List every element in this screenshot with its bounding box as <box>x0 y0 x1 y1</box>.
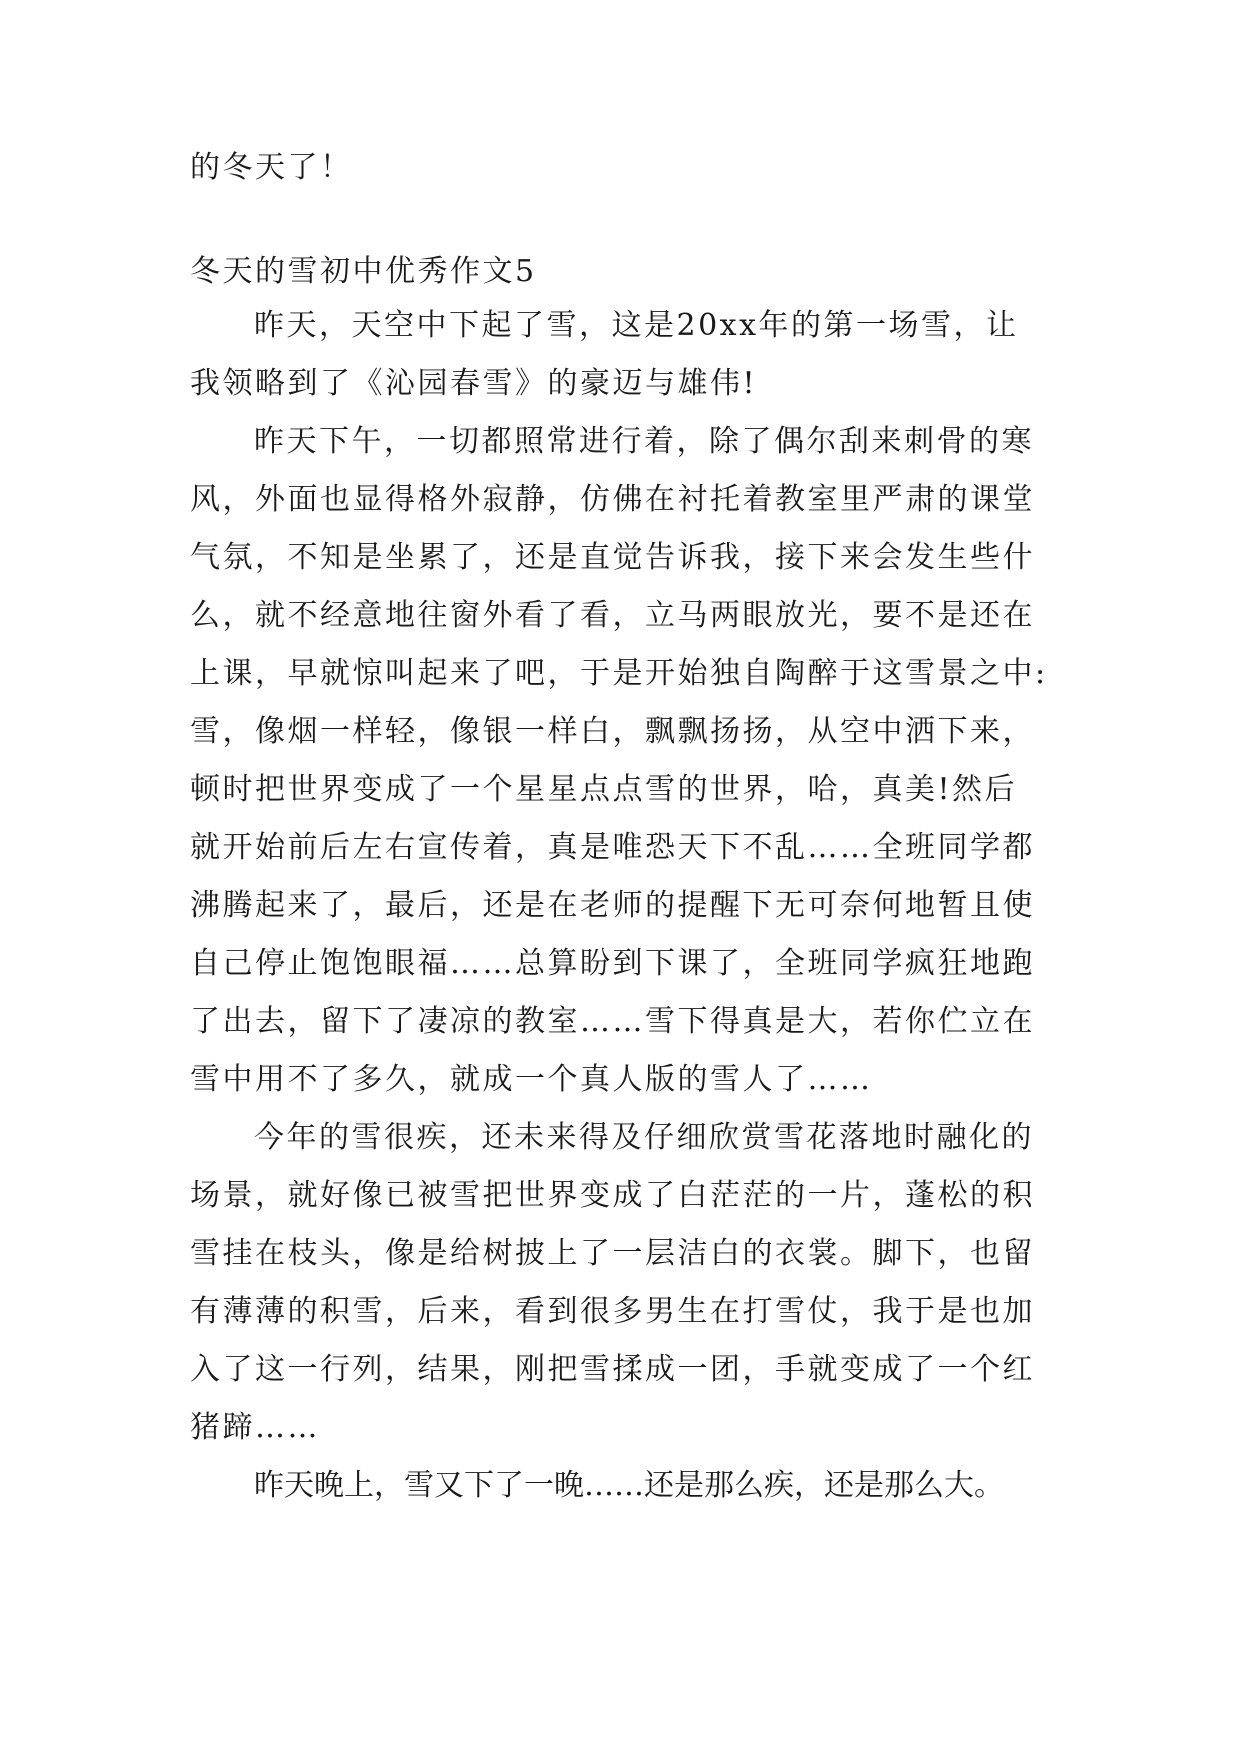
paragraph-2-line-2: 风，外面也显得格外寂静，仿佛在衬托着教室里严肃的课堂 <box>190 482 1035 517</box>
paragraph-3-line-6: 猪蹄…… <box>190 1410 320 1445</box>
paragraph-2-line-4: 么，就不经意地往窗外看了看，立马两眼放光，要不是还在 <box>190 598 1035 633</box>
paragraph-1-line-1: 昨天，天空中下起了雪，这是20xx年的第一场雪，让 <box>254 308 1019 343</box>
paragraph-4-line-1: 昨天晚上，雪又下了一晚……还是那么疾，还是那么大。 <box>254 1468 1004 1503</box>
paragraph-2-line-7: 顿时把世界变成了一个星星点点雪的世界，哈，真美!然后 <box>190 772 1018 807</box>
paragraph-2-line-11: 了出去，留下了凄凉的教室……雪下得真是大，若你伫立在 <box>190 1004 1035 1039</box>
paragraph-3-line-5: 入了这一行列，结果，刚把雪揉成一团，手就变成了一个红 <box>190 1352 1035 1387</box>
paragraph-1-line-2: 我领略到了《沁园春雪》的豪迈与雄伟! <box>190 366 758 401</box>
paragraph-2-line-5: 上课，早就惊叫起来了吧，于是开始独自陶醉于这雪景之中: <box>190 656 1048 691</box>
paragraph-continuation: 的冬天了！ <box>190 150 353 185</box>
paragraph-3-line-2: 场景，就好像已被雪把世界变成了白茫茫的一片，蓬松的积 <box>190 1178 1035 1213</box>
paragraph-2-line-12: 雪中用不了多久，就成一个真人版的雪人了…… <box>190 1062 873 1097</box>
paragraph-2-line-9: 沸腾起来了，最后，还是在老师的提醒下无可奈何地暂且使 <box>190 888 1035 923</box>
paragraph-2-line-3: 气氛，不知是坐累了，还是直觉告诉我，接下来会发生些什 <box>190 540 1035 575</box>
paragraph-3-line-4: 有薄薄的积雪，后来，看到很多男生在打雪仗，我于是也加 <box>190 1294 1035 1329</box>
paragraph-3-line-3: 雪挂在枝头，像是给树披上了一层洁白的衣裳。脚下，也留 <box>190 1236 1035 1271</box>
paragraph-2-line-10: 自己停止饱饱眼福……总算盼到下课了，全班同学疯狂地跑 <box>190 946 1035 981</box>
essay-title: 冬天的雪初中优秀作文5 <box>190 254 537 289</box>
paragraph-2-line-1: 昨天下午，一切都照常进行着，除了偶尔刮来刺骨的寒 <box>254 424 1034 459</box>
paragraph-2-line-6: 雪，像烟一样轻，像银一样白，飘飘扬扬，从空中洒下来， <box>190 714 1035 749</box>
paragraph-2-line-8: 就开始前后左右宣传着，真是唯恐天下不乱……全班同学都 <box>190 830 1035 865</box>
paragraph-3-line-1: 今年的雪很疾，还未来得及仔细欣赏雪花落地时融化的 <box>254 1120 1034 1155</box>
